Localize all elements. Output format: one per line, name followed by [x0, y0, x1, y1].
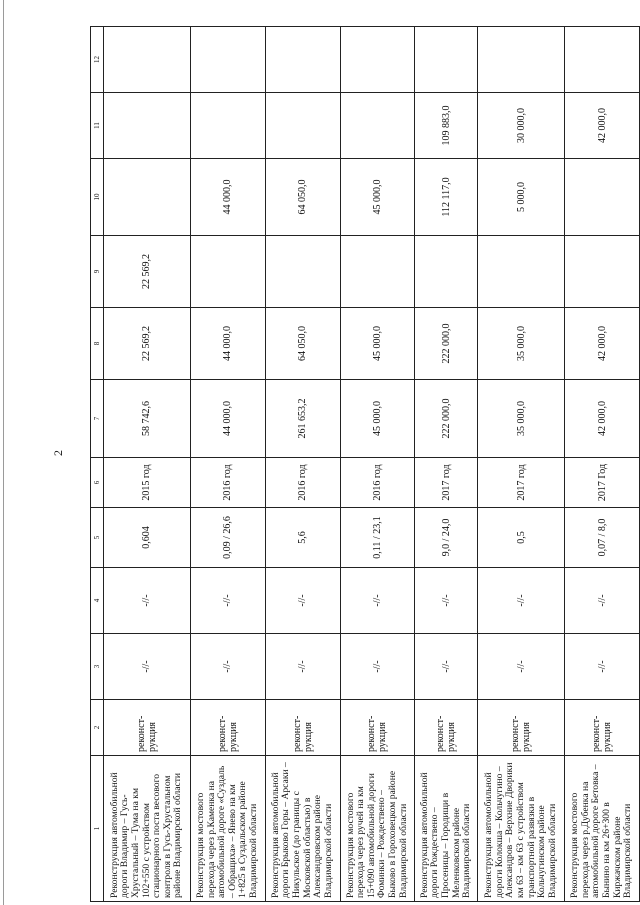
work-type-cell: реконст-рукция [415, 700, 478, 756]
limit-cell: 22 569,2 [104, 308, 191, 380]
col11-cell [190, 93, 265, 159]
work-type-cell: реконст-рукция [565, 700, 640, 756]
capacity-cell: 0,07 / 8,0 [565, 508, 640, 568]
col10-cell: 112 117,0 [415, 159, 478, 236]
col9-cell [415, 236, 478, 308]
col4-cell: -//- [340, 568, 415, 634]
cost-cell: 42 000,0 [565, 380, 640, 458]
col11-cell [340, 93, 415, 159]
col9-cell [340, 236, 415, 308]
col-number: 6 [91, 458, 104, 508]
col-number: 4 [91, 568, 104, 634]
capacity-cell: 5,6 [265, 508, 340, 568]
col4-cell: -//- [415, 568, 478, 634]
col9-cell [265, 236, 340, 308]
col4-cell: -//- [265, 568, 340, 634]
capacity-cell: 0,5 [478, 508, 565, 568]
col11-cell: 30 000,0 [478, 93, 565, 159]
year-cell: 2016 год [265, 458, 340, 508]
work-type-cell: реконст-рукция [190, 700, 265, 756]
col11-cell [104, 93, 191, 159]
table-row [565, 27, 640, 902]
work-type-cell: реконст-рукция [478, 700, 565, 756]
capacity-cell: 0,604 [104, 508, 191, 568]
limit-cell: 42 000,0 [565, 308, 640, 380]
col10-cell: 5 000,0 [478, 159, 565, 236]
year-cell: 2015 год [104, 458, 191, 508]
col10-cell: 44 000,0 [190, 159, 265, 236]
year-cell: 2017 Год [565, 458, 640, 508]
table-row [415, 27, 478, 902]
col12-cell [104, 27, 191, 93]
table-row [340, 27, 415, 902]
margin-line [3, 0, 4, 905]
col-number: 10 [91, 159, 104, 236]
col4-cell: -//- [104, 568, 191, 634]
col-number: 3 [91, 634, 104, 700]
object-name-cell: Реконструкция автомобильной дороги Брыково Горы – Арсаки – Никульское (до границы с Московской областью) в Александровском районе Владимирской области [265, 756, 340, 902]
limit-cell: 44 000,0 [190, 308, 265, 380]
col-number: 8 [91, 308, 104, 380]
object-name-cell: Реконструкция мостового перехода через ручей на км 15+090 автомобильной дороги Фоминки – Рождествено – Быково в Гороховецком районе Владимирской области [340, 756, 415, 902]
col12-cell [265, 27, 340, 93]
col3-cell: -//- [565, 634, 640, 700]
limit-cell: 35 000,0 [478, 308, 565, 380]
capacity-cell: 0,11 / 23,1 [340, 508, 415, 568]
col3-cell: -//- [478, 634, 565, 700]
table-row [104, 27, 191, 902]
column-number-row [91, 27, 104, 902]
cost-cell: 45 000,0 [340, 380, 415, 458]
col4-cell: -//- [190, 568, 265, 634]
cost-cell: 58 742,6 [104, 380, 191, 458]
col10-cell: 45 000,0 [340, 159, 415, 236]
col11-cell [265, 93, 340, 159]
col12-cell [340, 27, 415, 93]
limit-cell: 222 000,0 [415, 308, 478, 380]
col12-cell [415, 27, 478, 93]
col10-cell [565, 159, 640, 236]
year-cell: 2017 год [478, 458, 565, 508]
cost-cell: 44 000,0 [190, 380, 265, 458]
col-number: 7 [91, 380, 104, 458]
col4-cell: -//- [565, 568, 640, 634]
col4-cell: -//- [478, 568, 565, 634]
object-name-cell: Реконструкция автомобильной дороги Рождествено – Просеницы – Городищи в Меленковском районе Владимирской области [415, 756, 478, 902]
object-name-cell: Реконструкция мостового перехода через р.Дубенка на автомобильной дороге Бетовка – Бынино на км 26+300 в Киржачском районе Владимирской области [565, 756, 640, 902]
col3-cell: -//- [340, 634, 415, 700]
col10-cell [104, 159, 191, 236]
reconstruction-table [90, 26, 640, 902]
col-number: 11 [91, 93, 104, 159]
table-row [478, 27, 565, 902]
object-name-cell: Реконструкция автомобильной дороги Колокша – Кольчугино – Александров – Верхние Дворики км 63 – км 63 с устройством транспортной развязки в Кольчугинском районе Владимирской области [478, 756, 565, 902]
col-number: 2 [91, 700, 104, 756]
work-type-cell: реконст-рукция [265, 700, 340, 756]
year-cell: 2017 год [415, 458, 478, 508]
col9-cell [565, 236, 640, 308]
year-cell: 2016 год [190, 458, 265, 508]
object-name-cell: Реконструкция мостового перехода через р.Каменка на автомобильной дороге «Суздаль – Обращиха» – Янево на км 1+825 в Суздальском районе Владимирской области [190, 756, 265, 902]
year-cell: 2016 год [340, 458, 415, 508]
col9-cell [478, 236, 565, 308]
col3-cell: -//- [265, 634, 340, 700]
table-row [265, 27, 340, 902]
capacity-cell: 0,09 / 26,6 [190, 508, 265, 568]
col11-cell: 109 883,0 [415, 93, 478, 159]
object-name-cell: Реконструкция автомобильной дороги Владимир – Гусь-Хрустальный – Тума на км 102+550 с устройством стационарного поста весового контроля в Гусь-Хрустальном районе Владимирской области [104, 756, 191, 902]
col9-cell: 22 569,2 [104, 236, 191, 308]
col12-cell [190, 27, 265, 93]
limit-cell: 64 050,0 [265, 308, 340, 380]
table-row [190, 27, 265, 902]
col-number: 5 [91, 508, 104, 568]
col12-cell [565, 27, 640, 93]
col9-cell [190, 236, 265, 308]
rotated-table-wrapper [90, 27, 640, 902]
col3-cell: -//- [104, 634, 191, 700]
col10-cell: 64 050,0 [265, 159, 340, 236]
col12-cell [478, 27, 565, 93]
capacity-cell: 9,0 / 24,0 [415, 508, 478, 568]
page-number: 2 [51, 450, 65, 456]
cost-cell: 35 000,0 [478, 380, 565, 458]
col3-cell: -//- [190, 634, 265, 700]
col-number: 9 [91, 236, 104, 308]
col-number: 12 [91, 27, 104, 93]
col-number: 1 [91, 756, 104, 902]
col3-cell: -//- [415, 634, 478, 700]
col11-cell: 42 000,0 [565, 93, 640, 159]
cost-cell: 261 653,2 [265, 380, 340, 458]
limit-cell: 45 000,0 [340, 308, 415, 380]
work-type-cell: реконст-рукция [104, 700, 191, 756]
work-type-cell: реконст-рукция [340, 700, 415, 756]
cost-cell: 222 000,0 [415, 380, 478, 458]
